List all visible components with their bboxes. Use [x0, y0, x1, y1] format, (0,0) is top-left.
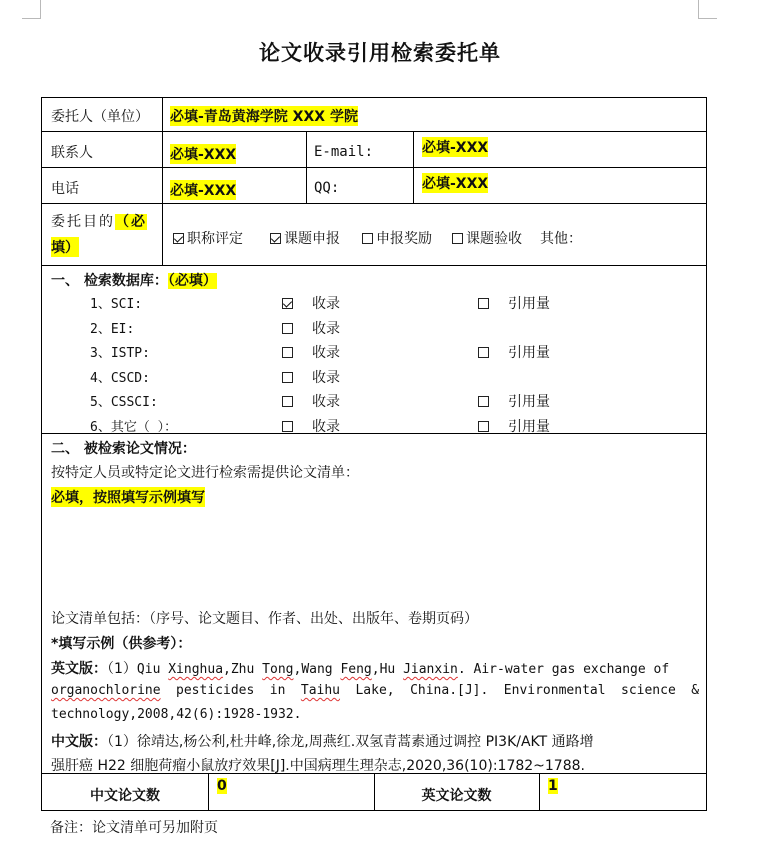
database-index-option[interactable]: 收录 — [282, 318, 340, 338]
database-name: 6、其它（ ）： — [90, 419, 178, 435]
database-citation-option[interactable]: 引用量 — [478, 416, 550, 436]
database-name: 1、SCI: — [90, 297, 143, 312]
example-heading: *填写示例（供参考）： — [51, 636, 192, 652]
phone-label: 电话 — [51, 181, 79, 197]
database-name: 3、ISTP: — [90, 346, 150, 361]
database-citation-option[interactable]: 引用量 — [478, 293, 550, 313]
checkbox-icon — [282, 298, 293, 309]
checkbox-icon — [478, 298, 489, 309]
request-form-table — [41, 97, 707, 811]
english-example-line2: organochlorine pesticides in Taihu Lake, China.[J]. Environmental science & — [51, 683, 700, 698]
email-value[interactable]: 必填-XXX — [422, 137, 488, 157]
database-name: 2、EI: — [90, 321, 135, 337]
purpose-option-title-evaluation[interactable]: 职称评定 — [173, 228, 243, 248]
database-name: 5、CSSCI: — [90, 395, 158, 410]
checkbox-icon — [282, 323, 293, 334]
purpose-option-project-application[interactable]: 课题申报 — [270, 228, 340, 248]
database-index-option[interactable]: 收录 — [282, 391, 340, 411]
client-value[interactable]: 必填-青岛黄海学院 XXX 学院 — [170, 106, 358, 126]
section2-required-note[interactable]: 必填，按照填写示例填写 — [51, 487, 205, 507]
database-index-option[interactable]: 收录 — [282, 342, 340, 362]
section2-instruction: 按特定人员或特定论文进行检索需提供论文清单： — [51, 465, 359, 481]
purpose-option-award-application[interactable]: 申报奖励 — [362, 228, 432, 248]
cn-paper-count-label: 中文论文数 — [90, 788, 160, 804]
purpose-label: 委托目的（必 — [51, 214, 147, 230]
database-citation-option[interactable]: 引用量 — [478, 391, 550, 411]
contact-label: 联系人 — [51, 145, 93, 161]
contact-value[interactable]: 必填-XXX — [170, 144, 236, 164]
checkbox-icon — [173, 233, 184, 244]
paper-list-includes: 论文清单包括：（序号、论文题目、作者、出处、出版年、卷期页码） — [51, 611, 478, 627]
checkbox-icon — [282, 347, 293, 358]
email-label: E-mail: — [314, 144, 374, 160]
checkbox-icon — [478, 396, 489, 407]
page-title: 论文收录引用检索委托单 — [259, 40, 501, 65]
en-paper-count-value[interactable]: 1 — [548, 778, 558, 794]
database-index-option[interactable]: 收录 — [282, 367, 340, 387]
purpose-label-required: 填） — [51, 237, 79, 257]
checkbox-icon — [452, 233, 463, 244]
english-example-line1: 英文版：（1）Qiu Xinghua,Zhu Tong,Wang Feng,Hu Jianxin. Air-water gas exchange of — [51, 661, 670, 677]
checkbox-icon — [478, 347, 489, 358]
client-label: 委托人（单位） — [51, 109, 149, 125]
checkbox-icon — [362, 233, 373, 244]
qq-value[interactable]: 必填-XXX — [422, 173, 488, 193]
checkbox-icon — [282, 396, 293, 407]
checkbox-icon — [282, 421, 293, 432]
english-example-line3: technology,2008,42(6):1928-1932. — [51, 707, 302, 722]
cn-paper-count-value[interactable]: 0 — [217, 778, 227, 794]
section2-heading: 二、 被检索论文情况： — [51, 441, 196, 457]
purpose-option-project-acceptance[interactable]: 课题验收 — [452, 228, 522, 248]
database-index-option[interactable]: 收录 — [282, 293, 340, 313]
database-index-option[interactable]: 收录 — [282, 416, 340, 436]
page-corner-mark-top-left — [22, 0, 41, 19]
page-corner-mark-top-right — [698, 0, 717, 19]
qq-label: QQ: — [314, 180, 340, 196]
database-citation-option[interactable]: 引用量 — [478, 342, 550, 362]
checkbox-icon — [270, 233, 281, 244]
checkbox-icon — [282, 372, 293, 383]
chinese-example-line1: 中文版：（1）徐靖达,杨公利,杜井峰,徐龙,周燕红.双氢青蒿素通过调控 PI3K/AKT 通路增 — [51, 734, 594, 750]
en-paper-count-label: 英文论文数 — [421, 788, 492, 804]
chinese-example-line2: 强肝癌 H22 细胞荷瘤小鼠放疗效果[J].中国病理生理杂志,2020,36(10):1782~1788. — [51, 758, 585, 774]
phone-value[interactable]: 必填-XXX — [170, 180, 236, 200]
section1-heading: 一、 检索数据库：（必填） — [51, 273, 217, 289]
checkbox-icon — [478, 421, 489, 432]
database-name: 4、CSCD: — [90, 370, 150, 386]
purpose-other-label: 其他： — [540, 231, 582, 247]
remark-note: 备注：论文清单可另加附页 — [50, 820, 218, 836]
